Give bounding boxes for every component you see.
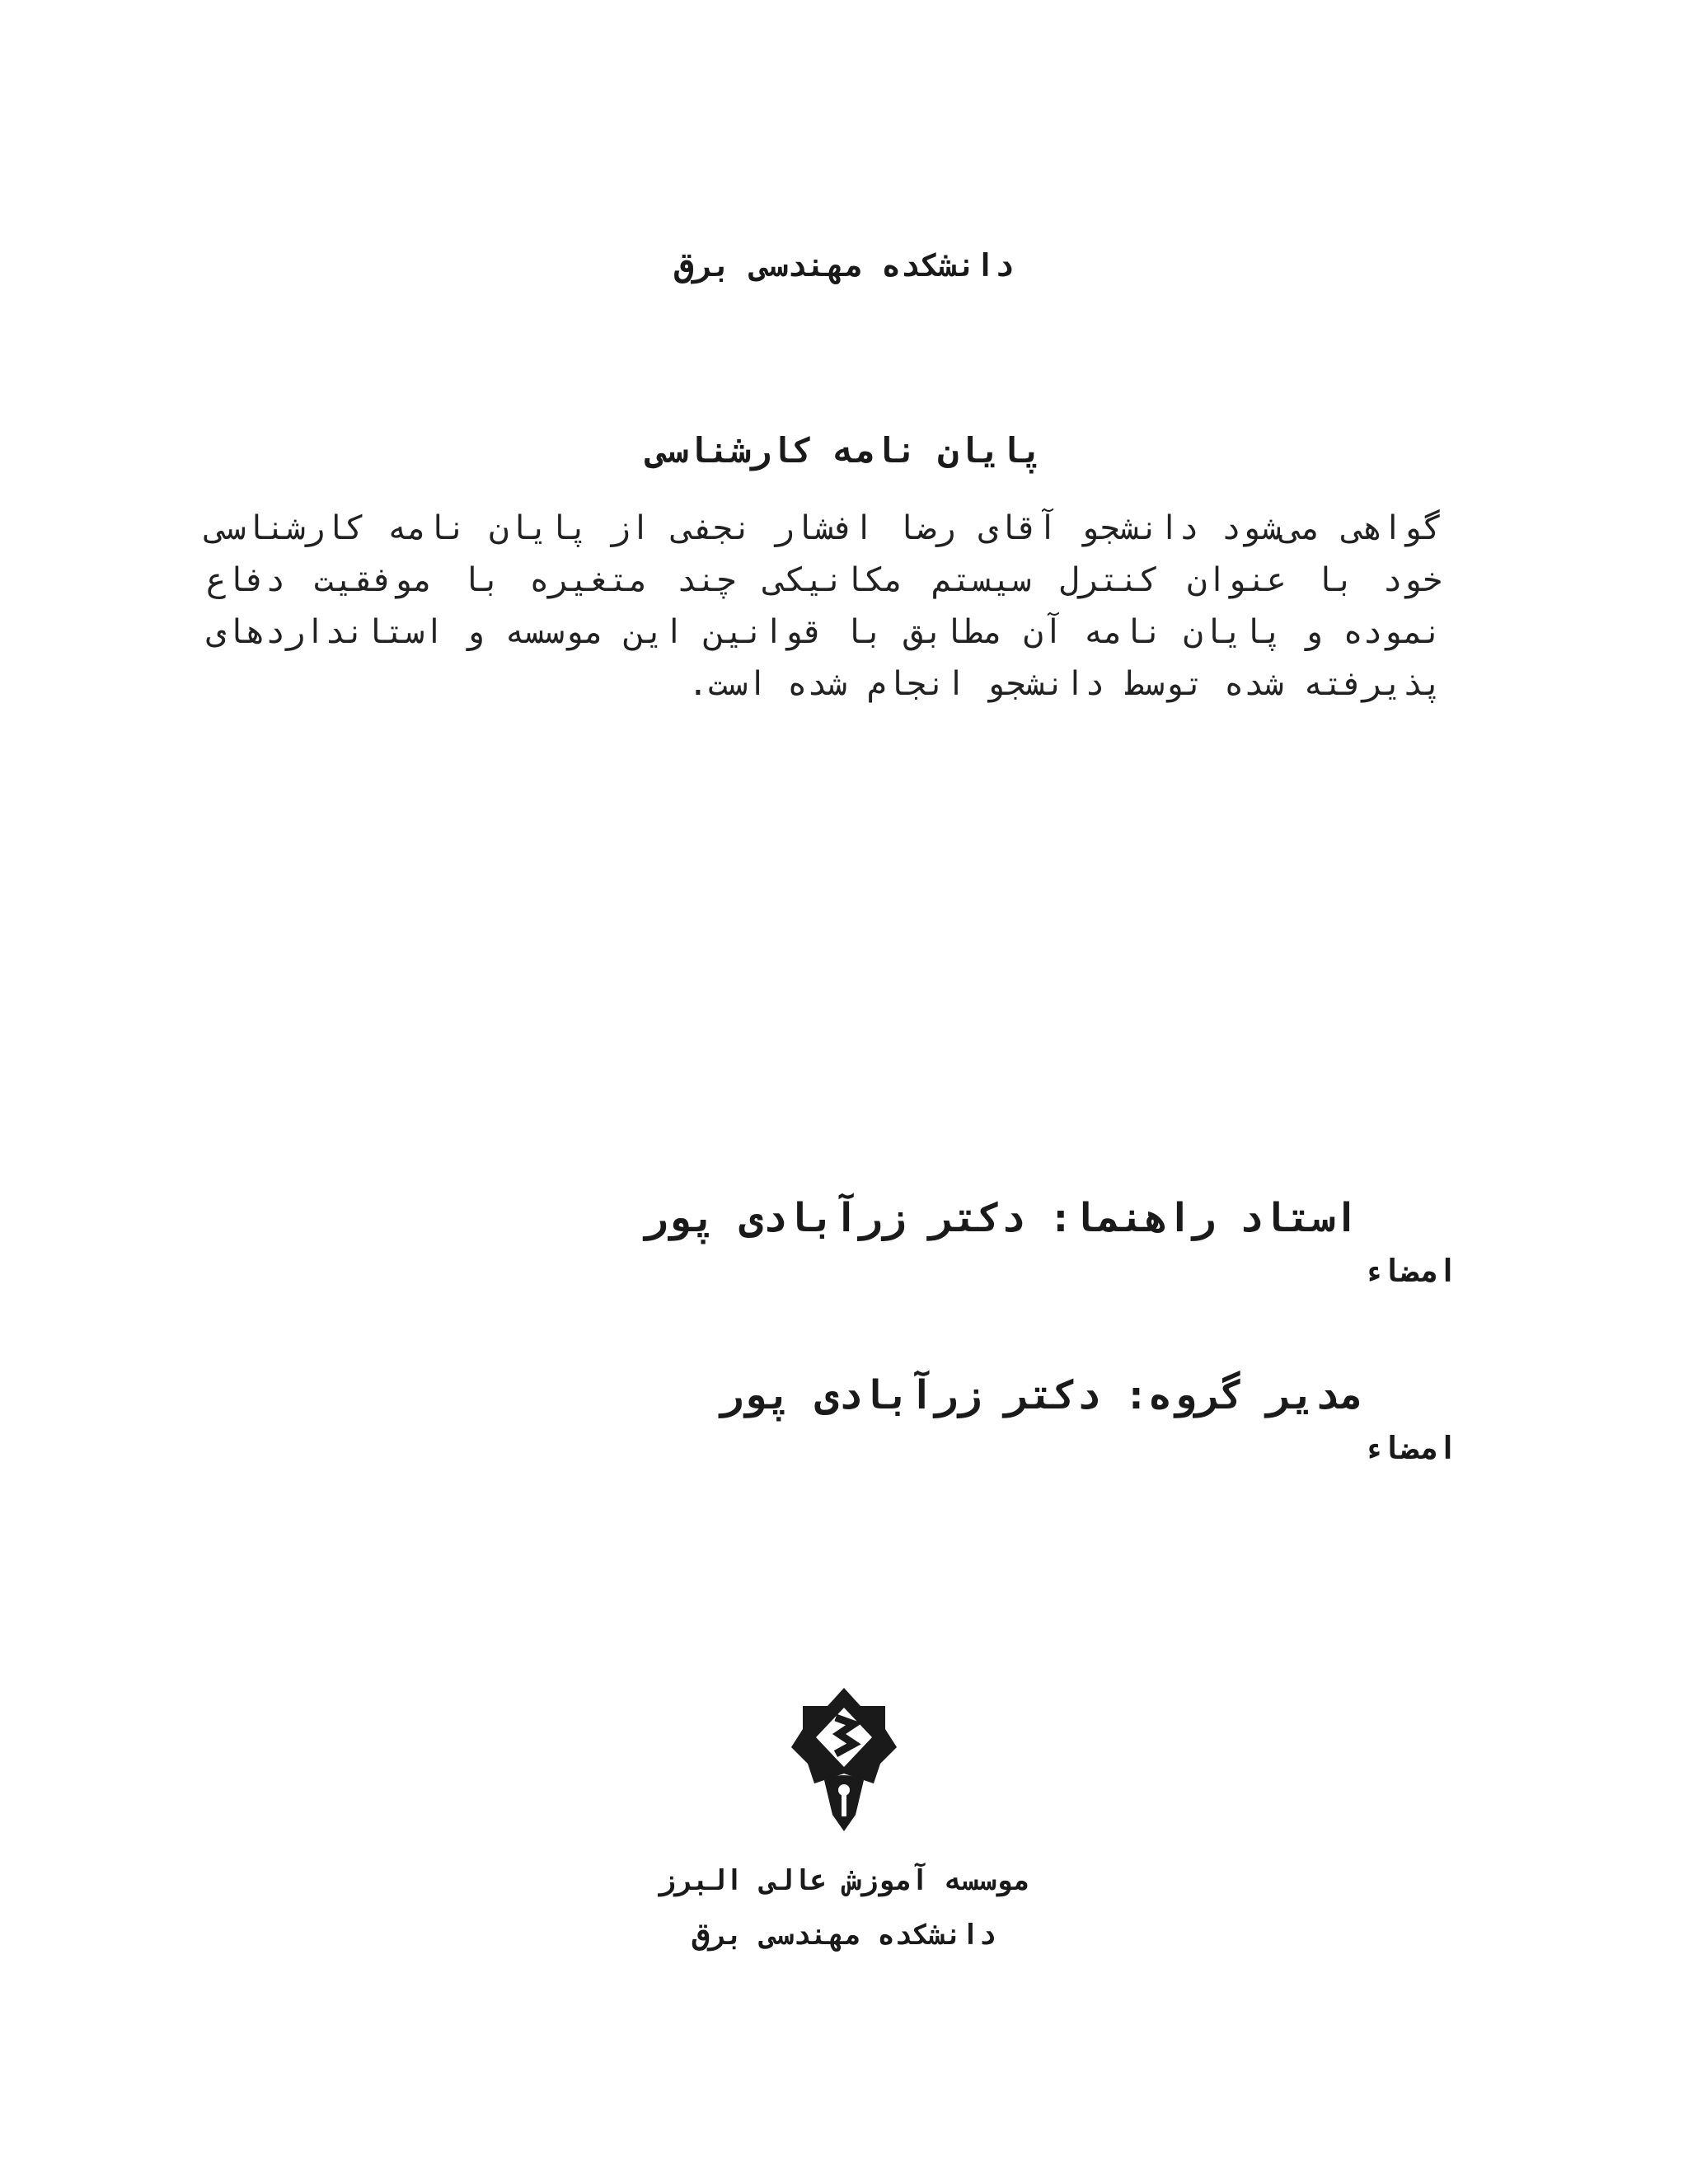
certificate-paragraph: گواهی می‌شود دانشجو آقای رضا افشار نجفی از پایان نامه کارشناسی خود با عنوان کنترل سیستم مکانیکی چند متغیره با موفقیت دفاع نموده و پایان نامه آن مطابق با قوانین این موسسه و استانداردهای پذیرفته شده توسط دانشجو انجام شده است.	[206, 509, 1442, 703]
footer-faculty: دانشکده مهندسی برق	[692, 1919, 996, 1952]
supervisor-signature-label: امضاء	[1362, 1253, 1457, 1289]
faculty-header: دانشکده مهندسی برق	[674, 247, 1014, 284]
department-head-line: مدیر گروه: دکتر زرآبادی پور	[719, 1372, 1362, 1418]
footer-institute: موسسه آموزش عالی البرز	[658, 1864, 1030, 1897]
supervisor-line: استاد راهنما: دکتر زرآبادی پور	[644, 1195, 1358, 1241]
department-head-signature-label: امضاء	[1362, 1430, 1457, 1466]
document-title: پایان نامه کارشناسی	[645, 430, 1043, 471]
institute-logo-icon	[788, 1681, 900, 1838]
